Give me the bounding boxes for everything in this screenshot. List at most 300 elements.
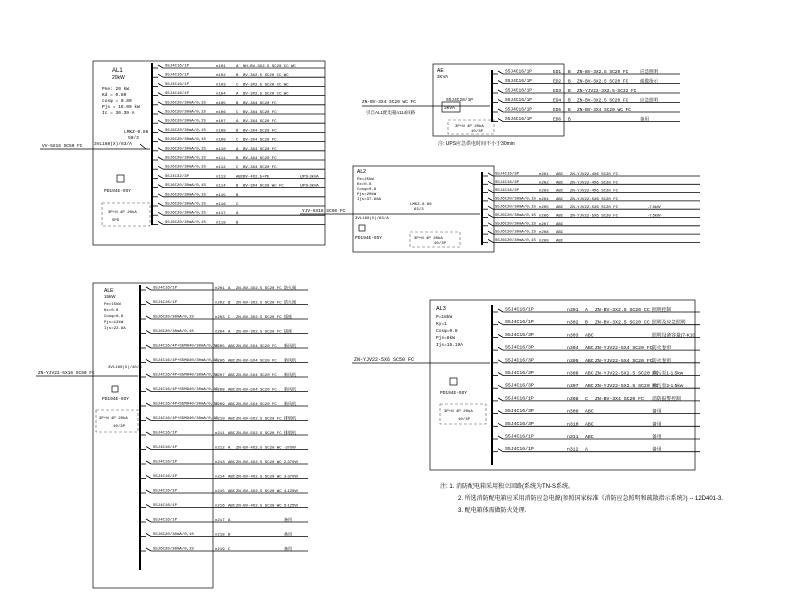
breaker-label: S5J4C16/4P+S5M940/30mA/0,1S	[153, 402, 218, 407]
circuit-cable: ZN-BV-4X2.5 SC20 WC	[236, 446, 282, 451]
circuit-use: 防火卷帘	[652, 358, 672, 364]
circuit-number: n202	[215, 301, 225, 306]
breaker-label: S5J4C16/4P+S5M940/30mA/0,1S	[153, 344, 218, 349]
circuit-cable: ZN-YJV22-3X2.5-SC32 FC	[577, 89, 637, 94]
circuit-cable: ZN-YJV22-4X6 SC20 FC	[570, 189, 619, 194]
circuit-row	[140, 516, 308, 523]
circuit-number: n309	[567, 409, 579, 415]
breaker-switch	[158, 120, 163, 123]
panel-al3-meter-icon	[450, 378, 457, 385]
panel-al3-incoming-cable: ZN-YJV22-5X6 SC50 FC	[354, 357, 415, 363]
circuit-cable: ZN-BV-5X2.5 SC20 FC	[236, 432, 282, 436]
circuit-use: 备用	[284, 517, 292, 522]
breaker-switch	[488, 231, 493, 234]
circuit-number: n108	[216, 129, 226, 134]
circuit-cable: ZN-BV-5X4 SC20 FC	[236, 388, 277, 393]
breaker-label: S5J4C16/3P	[495, 180, 520, 185]
breaker-switch	[146, 418, 151, 421]
circuit-use: 消防报警控制	[652, 396, 681, 402]
circuit-phase: B	[568, 89, 571, 94]
circuit-row	[482, 188, 700, 194]
note-line: 注: 1. 消防配电箱采用独立回路(系统为TN-S系统。	[440, 484, 575, 490]
breaker-switch	[158, 212, 163, 215]
circuit-number: n204	[539, 197, 549, 202]
panel-ale-spd-sub: 10/3P	[113, 425, 126, 429]
circuit-number: n207	[215, 374, 225, 378]
circuit-cable: ZN-BV-5X2.5 SC20 FC	[236, 417, 282, 422]
circuit-cable: BV-3X4 SC20 FC	[243, 120, 277, 125]
circuit-phase: A	[236, 92, 239, 97]
circuit-number: n210	[215, 417, 225, 422]
breaker-label: S5J4C16/1P	[153, 446, 178, 450]
breaker-label: S5J4C16/4P+S5M940/30mA/0,1S	[153, 373, 218, 378]
circuit-cable: ZN-BV-4X2.5 SC20 WC	[236, 490, 282, 494]
circuit-phase: B	[236, 193, 239, 198]
breaker-label: S5J6C20/30mA/0,1S	[165, 211, 206, 216]
circuit-use: 4-125W	[284, 488, 299, 493]
circuit-number: n215	[215, 490, 225, 494]
breaker-label: S5J4C16/4P+S5M940/30mA/0,1S	[153, 388, 218, 392]
breaker-switch	[488, 223, 493, 226]
notes	[440, 482, 723, 514]
circuit-phase: B	[568, 79, 571, 85]
panel-ale-param: Kx=0.8	[104, 309, 119, 313]
circuit-row	[492, 319, 700, 326]
circuit-use: 备用	[284, 546, 292, 551]
breaker-label: S5J6C20/30mA/0,1S	[165, 128, 206, 133]
note-line: 2. 所选消防配电箱应采用消防应急电源(参照国家标准《消防应急照明和疏散指示系统》) -- 12D401-3.	[458, 496, 724, 502]
circuit-number: n305	[567, 358, 579, 364]
circuit-number: n208	[539, 231, 549, 236]
breaker-label: S5J4C16/1P	[153, 301, 178, 305]
panel-ale-meter: PD194E-9SY	[102, 397, 130, 402]
breaker-switch	[146, 302, 151, 305]
circuit-row	[140, 474, 308, 480]
circuit-cable: ZN-BV-5X4 SC20 FC	[236, 359, 277, 364]
breaker-switch	[498, 322, 503, 325]
circuit-row	[152, 146, 325, 152]
panel-ale-name: ALE	[104, 288, 114, 294]
circuit-number: n214	[215, 475, 225, 480]
breaker-label: S5J4C16/1P	[505, 396, 534, 402]
breaker-switch	[146, 374, 151, 377]
breaker-switch	[158, 102, 163, 105]
breaker-switch	[158, 157, 163, 160]
circuit-use: 排污泵2-1.5kw	[652, 384, 684, 390]
panel-ale-param: Pjs=12kW	[104, 321, 124, 325]
circuit-phase: ABC	[556, 222, 564, 227]
breaker-label: S5J4C16/1P	[505, 88, 533, 94]
breaker-label: S5J6C20/30mA/0,1S	[165, 110, 206, 115]
breaker-label: S5J4C16/1P	[505, 447, 534, 453]
breaker-switch	[158, 74, 163, 77]
circuit-row	[152, 100, 325, 106]
circuit-row	[140, 342, 308, 349]
panel-al1-spd	[102, 203, 150, 226]
circuit-use: 照明及应急照明	[652, 320, 686, 326]
panel-ae	[362, 64, 680, 147]
circuit-number: n302	[567, 320, 579, 326]
panel-al1-param: Ic = 30.39 A	[102, 111, 135, 116]
breaker-label: S5J4C16/1P	[165, 73, 190, 78]
breaker-label: S5J4C16/1P	[153, 286, 178, 291]
panel-ale-meter-icon	[112, 386, 118, 392]
circuit-row	[492, 306, 700, 313]
circuit-row	[482, 238, 700, 244]
circuit-row	[140, 357, 308, 364]
circuit-use: 应急照明	[640, 97, 658, 103]
circuit-row	[492, 408, 700, 415]
circuit-row	[152, 192, 325, 198]
circuit-row	[492, 382, 700, 389]
breaker-switch	[488, 206, 493, 209]
circuit-number: n307	[567, 384, 579, 390]
breaker-label: S5J4C16/3P	[505, 332, 534, 338]
panel-al1	[40, 61, 325, 245]
panel-al3	[352, 300, 700, 470]
circuit-use: 照明控制	[652, 308, 672, 313]
circuit-cable: BV-3X4 SC20 FC	[243, 157, 277, 161]
circuit-use: 插座	[284, 328, 292, 334]
breaker-label: S5J4C16/1P	[153, 504, 178, 508]
breaker-switch	[498, 385, 503, 388]
circuit-cable: ZN-BV-3X4 SC20 WC FC	[577, 108, 632, 113]
panel-ale-incoming-breaker: 3VL160(X)/40/3	[108, 366, 142, 370]
circuit-cable: ZN-BV-4X2.5 SC20 WC	[236, 504, 282, 509]
circuit-number: n107	[216, 120, 226, 125]
breaker-label: S5J6C20/30mA/0,1S	[495, 222, 536, 227]
breaker-label: S5J4C16/1P	[153, 475, 178, 479]
panel-al1-param: Kd = 0.80	[102, 93, 127, 98]
circuit-phase: ABC	[585, 346, 594, 352]
circuit-row	[482, 204, 700, 210]
circuit-use: 备用	[652, 447, 662, 453]
breaker-label: S5J4C16/4P+S5M940/30mA/0,1S	[153, 417, 218, 421]
circuit-row	[140, 400, 308, 407]
circuit-phase: ABC	[228, 461, 236, 465]
breaker-label: S5J6C20/30mA/0,1S	[165, 119, 206, 124]
panel-al2-meter-icon	[359, 225, 365, 231]
circuit-row	[492, 370, 700, 377]
note-line: 3. 配电箱体需做防火处理.	[458, 508, 527, 514]
breaker-label: S5J6C20/30mA/0,1S	[165, 101, 206, 106]
breaker-label: S5J6C20/30mA/0,1S	[153, 315, 194, 320]
circuit-use: -370W	[284, 444, 296, 450]
circuit-phase: ABC	[556, 231, 564, 236]
circuit-cable: ZN-BV-3X2.5 SC20 CC	[595, 320, 650, 326]
circuit-cable: ZN-YJV22-5X2.5 SC20 FC	[595, 384, 659, 390]
panel-al2-param: Ijs=37.98A	[357, 198, 382, 202]
circuit-cable: ZN-BV-5X4 SC20 FC	[236, 403, 277, 407]
breaker-label: S5J6C20/30mA/0,1S	[165, 138, 206, 143]
circuit-row	[492, 97, 680, 104]
panel-ale	[36, 283, 308, 588]
circuit-use: 备用	[652, 435, 662, 440]
panel-al3-param: Cosφ=0.8	[436, 329, 458, 334]
breaker-switch	[158, 111, 163, 114]
circuit-cable: ZN-BV-3X2.5 SC20 FC	[236, 316, 282, 320]
circuit-phase: ABC	[228, 490, 236, 494]
circuit-phase: B	[228, 533, 231, 538]
circuit-cable: ZN-BV-3X2.5 SC20 FC	[577, 79, 629, 85]
breaker-switch	[146, 403, 151, 406]
circuit-row	[152, 211, 325, 217]
breaker-label: S5J6C20/30mA/0,1S	[153, 547, 194, 552]
circuit-phase: ABC	[556, 206, 564, 211]
circuit-row	[492, 116, 680, 123]
breaker-switch	[158, 203, 163, 206]
breaker-switch	[488, 215, 493, 218]
circuit-row	[482, 180, 700, 186]
breaker-switch	[498, 398, 503, 401]
breaker-label: S5J6C20/30mA/0,1S	[165, 220, 206, 225]
circuit-phase: C	[228, 548, 231, 552]
circuit-phase: A	[228, 446, 231, 451]
breaker-label: S5J4C16/1P	[505, 320, 534, 326]
circuit-row	[152, 119, 325, 125]
panel-al1-main-switch	[140, 144, 146, 149]
circuit-row	[152, 82, 325, 88]
breaker-label: S5J4C16/3P	[495, 189, 520, 194]
breaker-label: S5J4C16/1P	[153, 460, 178, 465]
panel-al1-main-rating: 50/3	[128, 136, 139, 141]
circuit-number: n303	[567, 333, 579, 339]
breaker-label: S5J6C20/30mA/0,1S	[165, 147, 206, 152]
circuit-cable: BV-3X4 SC20 FC	[243, 111, 277, 115]
panel-ae-ups-note: 注: UPS应急供电时间不小于30min	[438, 141, 515, 147]
circuit-phase: B	[568, 117, 571, 123]
circuit-cable: ZN-BV-5X4 SC20 FC	[236, 374, 277, 378]
panel-al2-name: AL2	[357, 169, 366, 175]
breaker-label: S5J4C16/3P	[495, 172, 520, 177]
circuit-row	[152, 220, 325, 226]
circuit-number: n204	[215, 330, 225, 335]
circuit-number: n101	[216, 65, 226, 69]
panel-al2-param: Pjs=20kW	[357, 193, 377, 197]
panel-ae-circuits	[492, 68, 680, 123]
circuit-phase: ABC	[228, 374, 236, 378]
circuit-cable: ZN-BV-4X2.5 SC20 WC	[236, 461, 282, 465]
breaker-switch	[488, 181, 493, 184]
panel-al2-param: Cosφ=0.8	[357, 188, 377, 192]
panel-al1-meter-icon	[117, 175, 124, 182]
circuit-row	[140, 488, 308, 494]
circuit-phase: A	[236, 212, 239, 217]
circuit-phase: ABC	[228, 417, 236, 422]
circuit-number: n218	[215, 533, 225, 538]
breaker-switch	[498, 347, 503, 350]
circuit-use: 备用	[284, 531, 292, 537]
circuit-use: -7.5kW	[648, 204, 661, 210]
panel-al1-meter: PD194E-9SY	[104, 189, 132, 194]
breaker-switch	[146, 476, 151, 479]
circuit-use: 应急照明	[640, 69, 658, 74]
breaker-switch	[498, 334, 503, 337]
circuit-phase: ABC	[585, 422, 594, 428]
panel-al1-power: 20kW	[112, 75, 125, 81]
circuit-number: n202	[539, 181, 549, 186]
circuit-phase: B	[236, 129, 239, 134]
circuit-number: n102	[216, 74, 226, 79]
circuit-phase: C	[236, 138, 239, 143]
circuit-use: UPS-3kVA	[300, 173, 319, 179]
circuit-number: n111	[216, 157, 226, 161]
panel-al1-spd-label: 3P+N 4P 20kA	[108, 211, 137, 215]
breaker-label: S5J4C16/1P	[505, 107, 533, 113]
breaker-label: S5J6C20/30mA/0,1S	[165, 156, 206, 161]
breaker-label: S5J6C20/30mA/0,1S	[495, 205, 536, 210]
panel-al1-param: Pne: 20 kW	[102, 87, 130, 92]
circuit-use: 新风机	[284, 372, 296, 377]
circuit-use: 备用	[652, 409, 662, 415]
breaker-switch	[158, 194, 163, 197]
circuit-use: 备用	[640, 116, 649, 122]
breaker-switch	[158, 185, 163, 188]
circuit-row	[140, 459, 308, 465]
breaker-switch	[146, 345, 151, 348]
breaker-label: S5J4C16/1P	[505, 117, 533, 122]
circuit-row	[140, 284, 308, 291]
panel-al3-spd-label: 3P+N 4P 20kA	[444, 410, 473, 414]
circuit-row	[140, 415, 308, 422]
circuit-number: n209	[215, 403, 225, 407]
circuit-number: ED2	[553, 79, 562, 85]
circuit-use: 防火卷帘	[652, 346, 672, 352]
circuit-number: n109	[216, 138, 226, 143]
breaker-label: S5J4C16/1P	[165, 64, 190, 69]
circuit-use: 新风机	[284, 386, 296, 392]
circuit-cable: BV-3X4 SC20 WC FC	[243, 184, 284, 189]
circuit-phase: A	[228, 519, 231, 523]
circuit-phase: C	[228, 316, 231, 320]
panel-al1-name: AL1	[112, 68, 123, 74]
circuit-cable: BV-3X4 SC20 FC	[243, 101, 277, 106]
circuit-phase: B	[568, 108, 571, 113]
breaker-label: S5J4C16/1P	[153, 518, 178, 523]
panel-al1-spd-sub: SPD	[112, 219, 120, 223]
breaker-switch	[498, 81, 503, 84]
circuit-number: n116	[216, 203, 226, 207]
breaker-switch	[146, 461, 151, 464]
circuit-cable: ZN-BV-3X2.5 SC20 FC	[577, 98, 629, 104]
circuit-use: 排污泵1-1.5kw	[652, 371, 684, 377]
panel-al2	[300, 166, 700, 252]
breaker-switch	[146, 360, 151, 363]
circuit-number: n217	[215, 519, 225, 523]
circuit-phase: ABC	[228, 432, 236, 436]
circuit-row	[152, 73, 325, 79]
panel-al1-incoming-cable: VV-5X16 SC50 FC	[42, 144, 83, 149]
circuit-number: n118	[216, 221, 226, 226]
panel-ale-param: Cosφ=0.8	[104, 315, 124, 319]
breaker-switch	[488, 190, 493, 193]
circuit-phase: ABC	[585, 409, 594, 415]
circuit-cable: ZN-BV-3X2.5 SC20 FC	[236, 301, 282, 306]
panel-al3-param: Ky=1	[436, 322, 447, 327]
breaker-switch	[158, 93, 163, 96]
breaker-label: S5J4C32/3P	[165, 174, 190, 179]
breaker-switch	[498, 411, 503, 414]
panel-al1-param: cosφ = 0.80	[102, 99, 132, 104]
circuit-use: 新风机	[284, 357, 296, 363]
breaker-label: S5J6C20/30mA/0,1S	[495, 197, 536, 202]
circuit-use: 新风机	[284, 401, 296, 406]
breaker-label: S5J4C16/3P	[505, 371, 534, 376]
circuit-number: n110	[216, 147, 226, 152]
circuit-number: n312	[567, 447, 579, 453]
circuit-phase: ABC	[228, 504, 236, 509]
breaker-switch	[146, 534, 151, 537]
circuit-cable: BV-3X2.5 SC20 CC WC	[243, 83, 289, 88]
breaker-label: S5J4C16/1P	[505, 79, 533, 84]
circuit-phase: ABC	[228, 359, 236, 364]
circuit-phase: ABC	[556, 181, 564, 186]
panel-ae-power: 3KVA	[437, 74, 449, 79]
breaker-switch	[498, 449, 503, 452]
circuit-row	[140, 386, 308, 393]
circuit-number: n205	[539, 206, 549, 211]
breaker-label: S5J4C16/4P+S5M940/30mA/0,1S	[153, 359, 218, 363]
panel-ae-incoming-cable: ZN-BV-3X4 SC20 WC FC	[362, 100, 417, 105]
circuit-phase: ABC	[556, 214, 564, 219]
circuit-number: n209	[539, 239, 549, 244]
breaker-label: S5J4C16/1P	[505, 98, 533, 103]
circuit-row	[140, 545, 308, 552]
circuit-phase: ABC	[585, 358, 594, 364]
circuit-row	[492, 88, 680, 95]
breaker-switch	[498, 309, 503, 312]
circuit-number: ED3	[553, 89, 562, 94]
circuit-number: n216	[215, 504, 225, 509]
circuit-number: n201	[539, 173, 549, 177]
circuit-number: n207	[539, 222, 549, 227]
circuit-phase: B	[568, 70, 571, 75]
circuit-phase: B	[228, 301, 231, 306]
circuit-row	[152, 165, 325, 171]
breaker-switch	[498, 360, 503, 363]
panel-al3-spd-sub: 10/3P	[458, 418, 471, 422]
panel-al2-main-breaker: LMKZ-0.86	[410, 203, 432, 207]
circuit-use: 疏散指示	[640, 78, 658, 84]
circuit-cable: ZN-BV-4X2.5 SC20 WC	[236, 475, 282, 480]
breaker-switch	[158, 129, 163, 132]
breaker-switch	[498, 373, 503, 376]
panel-ale-power: 15kW	[104, 294, 116, 299]
circuit-phase: ABC	[585, 333, 594, 339]
circuit-number: n206	[539, 214, 549, 219]
circuit-phase: ABC	[228, 388, 236, 393]
panel-al3-meter: PD194E-9SY	[440, 391, 468, 396]
circuit-cable: ZN-YJV22-5X6 SC20 FC	[570, 197, 619, 202]
circuit-cable: ZN-BV-3X4 SC20 FC	[595, 396, 644, 402]
breaker-label: S5J4C16/1P	[505, 69, 533, 75]
breaker-switch	[498, 90, 503, 93]
panel-al1-circuits	[152, 64, 325, 226]
circuit-row	[152, 110, 325, 116]
circuit-phase: A	[236, 65, 239, 69]
breaker-switch	[146, 548, 151, 551]
circuit-cable: BV-3X4 SC20 FC	[243, 147, 277, 152]
breaker-switch	[498, 109, 503, 112]
circuit-cable: ZN-YJV22-5X2.5 SC20 FC	[595, 371, 659, 377]
breaker-switch	[146, 316, 151, 319]
circuit-number: n201	[215, 287, 225, 291]
circuit-number: ED4	[553, 98, 562, 104]
circuit-row	[152, 64, 325, 70]
breaker-switch	[488, 198, 493, 201]
breaker-label: S5J4C16/1P	[505, 434, 534, 440]
circuit-row	[140, 531, 308, 538]
